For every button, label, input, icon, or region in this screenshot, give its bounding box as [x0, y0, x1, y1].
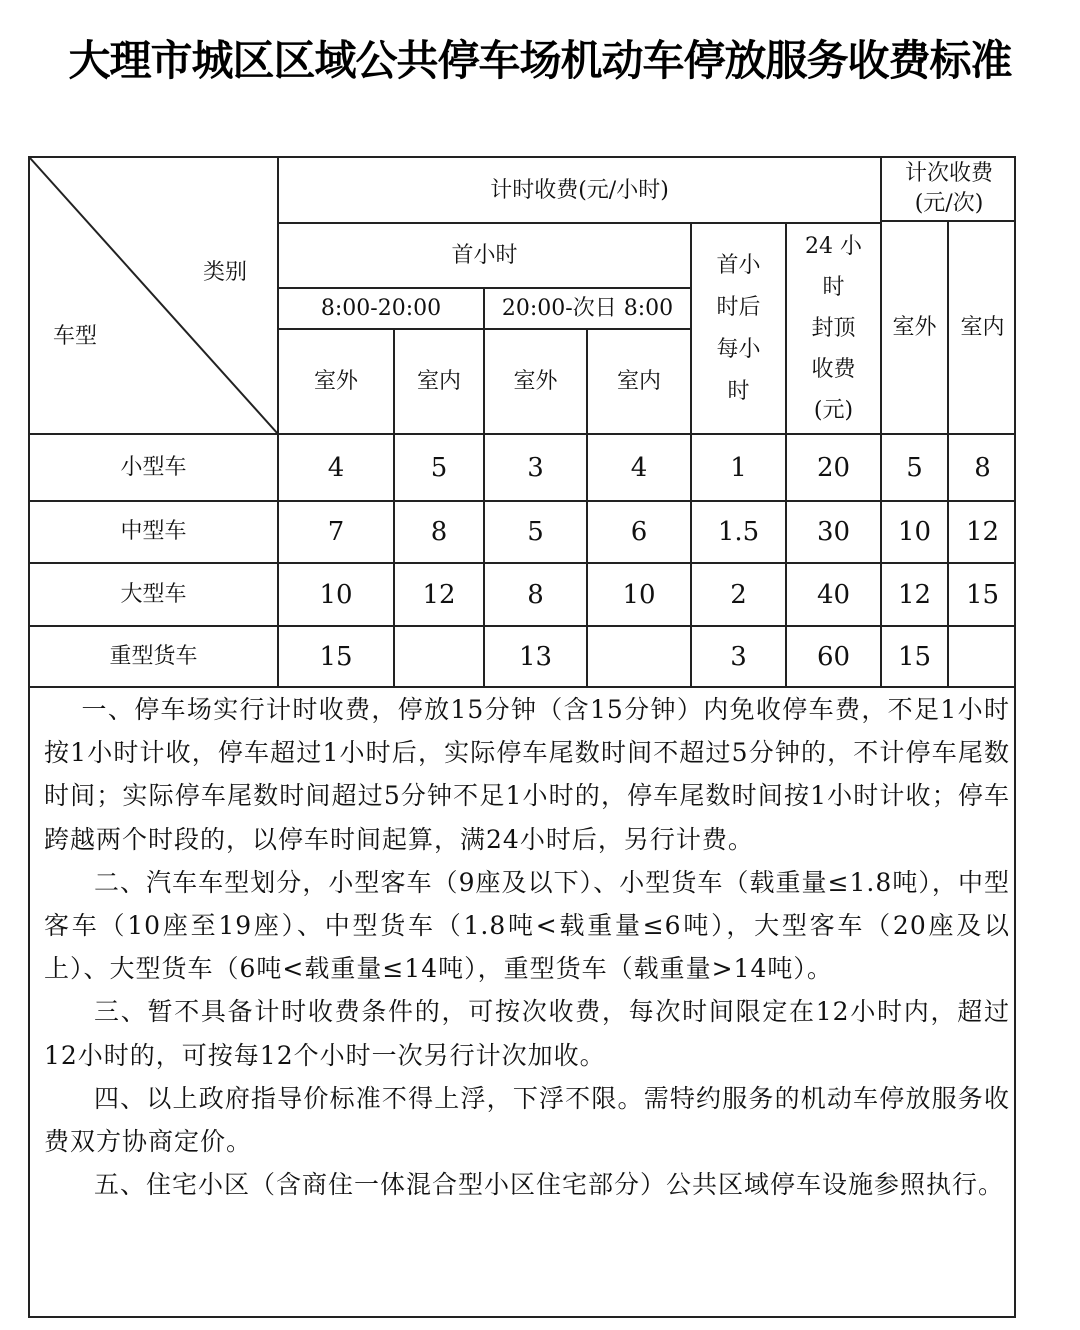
fee-cell-day-in: 5 — [430, 452, 448, 483]
header-line: (元) — [813, 398, 854, 423]
header-line: 时 — [727, 378, 750, 404]
corner-diagonal — [30, 158, 278, 434]
first-hour-header: 首小时 — [451, 242, 518, 268]
fee-cell-pt-in: 12 — [965, 517, 1000, 547]
hourly-fee-header: 计时收费(元/小时) — [490, 178, 669, 203]
fee-cell-night-in — [588, 627, 690, 686]
vehicle-type-cell: 中型车 — [120, 519, 187, 544]
header-line: 时后 — [716, 294, 761, 320]
document-title: 大理市城区区域公共停车场机动车停放服务收费标准 — [68, 36, 1012, 85]
per-time-fee-header — [882, 158, 1016, 220]
per-time-header-line: (元/次) — [914, 191, 984, 216]
fee-cell-day-out: 4 — [327, 452, 345, 483]
night-period-header: 20:00-次日 8:00 — [501, 295, 674, 321]
note-paragraph: 二、汽车车型划分，小型客车（9座及以下）、小型货车（载重量≤1.8吨），中型客车（10座至19座）、中型货车（1.8吨<载重量≤6吨），大型客车（20座及以上）、大型货车（6吨<载重量≤14吨），重型货车（载重量>14吨）。 — [44, 867, 1010, 984]
per-time-indoor-header: 室内 — [960, 314, 1005, 340]
fee-cell-per-hour: 3 — [730, 641, 747, 672]
header-line: 每小 — [716, 336, 761, 362]
note-paragraph: 五、住宅小区（含商住一体混合型小区住宅部分）公共区域停车设施参照执行。 — [94, 1170, 1005, 1200]
fee-cell-day-in: 12 — [422, 579, 456, 610]
corner-vehicle-label: 车型 — [52, 324, 97, 349]
fee-cell-night-out: 3 — [527, 452, 544, 483]
per-time-outdoor-header: 室外 — [892, 314, 937, 340]
fee-cell-day-out: 10 — [319, 579, 353, 610]
fee-cell-per-hour: 1.5 — [717, 517, 760, 547]
night-outdoor-header: 室外 — [513, 368, 558, 394]
vehicle-type-cell: 重型货车 — [109, 643, 198, 669]
vehicle-type-cell: 大型车 — [120, 581, 187, 607]
fee-cell-day-in — [395, 627, 483, 686]
fee-cell-cap: 40 — [816, 579, 851, 610]
fee-cell-day-in: 8 — [430, 517, 448, 547]
fee-cell-pt-out: 15 — [897, 641, 932, 672]
fee-cell-night-in: 6 — [630, 517, 648, 547]
fee-cell-night-in: 4 — [630, 452, 648, 483]
header-line: 封顶 — [811, 316, 856, 341]
fee-cell-per-hour: 1 — [730, 452, 747, 483]
fee-cell-day-out: 7 — [327, 517, 345, 547]
header-line: 收费 — [811, 357, 856, 382]
header-line: 时 — [822, 275, 845, 300]
header-line: 24 小 — [805, 234, 862, 259]
per-time-header-line: 计次收费 — [904, 161, 993, 186]
fee-cell-night-out: 5 — [527, 517, 544, 547]
fee-cell-day-out: 15 — [319, 641, 353, 672]
fee-cell-per-hour: 2 — [730, 579, 747, 610]
day-outdoor-header: 室外 — [313, 368, 358, 394]
fee-cell-night-in: 10 — [622, 579, 656, 610]
cap-24h-header — [787, 224, 880, 433]
day-indoor-header: 室内 — [416, 368, 461, 394]
fee-cell-cap: 60 — [816, 641, 851, 672]
vehicle-type-cell: 小型车 — [120, 454, 187, 480]
fee-cell-pt-out: 12 — [897, 579, 932, 610]
note-paragraph: 一、停车场实行计时收费，停放15分钟（含15分钟）内免收停车费，不足1小时按1小时计收，停车超过1小时后，实际停车尾数时间不超过5分钟的，不计停车尾数时间；实际停车尾数时间超过5分钟不足1小时的，停车尾数时间按1小时计收；停车跨越两个时段的，以停车时间起算，满24小时后，另行计费。 — [44, 695, 1010, 854]
day-period-header: 8:00-20:00 — [320, 295, 442, 321]
notes-section — [44, 688, 1010, 1206]
fee-cell-cap: 30 — [816, 517, 851, 547]
note-paragraph: 三、暂不具备计时收费条件的，可按次收费，每次时间限定在12小时内，超过12小时的，可按每12个小时一次另行计次加收。 — [44, 997, 1010, 1070]
fee-cell-night-out: 8 — [527, 579, 544, 610]
night-indoor-header: 室内 — [616, 368, 661, 394]
note-paragraph: 四、以上政府指导价标准不得上浮，下浮不限。需特约服务的机动车停放服务收费双方协商定价。 — [44, 1083, 1010, 1157]
fee-cell-pt-out: 5 — [906, 452, 923, 483]
header-line: 首小 — [716, 252, 761, 278]
after-first-hour-header — [692, 224, 785, 433]
fee-cell-pt-in: 15 — [965, 579, 1000, 610]
fee-cell-pt-out: 10 — [897, 517, 932, 547]
corner-category-label: 类别 — [202, 260, 247, 285]
fee-cell-pt-in: 8 — [974, 452, 991, 483]
fee-cell-pt-in — [949, 627, 1016, 686]
fee-cell-cap: 20 — [816, 452, 851, 483]
fee-cell-night-out: 13 — [518, 641, 553, 672]
